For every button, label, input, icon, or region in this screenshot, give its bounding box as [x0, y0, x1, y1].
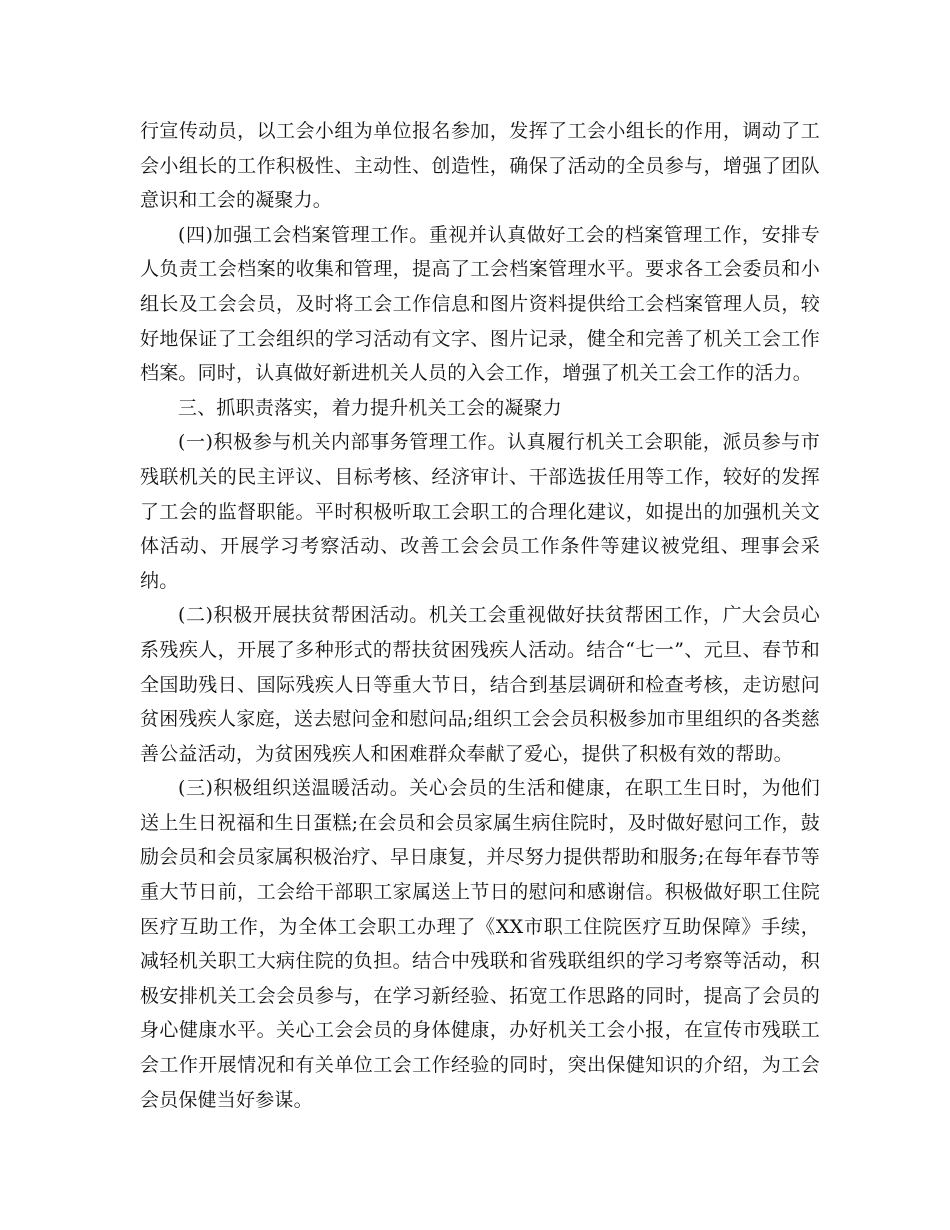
paragraph-continuation: 行宣传动员，以工会小组为单位报名参加，发挥了工会小组长的作用，调动了工会小组长的工作积极性、主动性、创造性，确保了活动的全员参与，增强了团队意识和工会的凝聚力。	[140, 120, 820, 212]
paragraph-warmth-activities: (三)积极组织送温暖活动。关心会员的生活和健康，在职工生日时，为他们送上生日祝福和生日蛋糕;在会员和会员家属生病住院时，及时做好慰问工作，鼓励会员和会员家属积极治疗、早日康复，并尽努力提供帮助和服务;在每年春节等重大节日前，工会给干部职工家属送上节日的慰问和感谢信。积极做好职工住院医疗互助工作，为全体工会职工办理了《XX市职工住院医疗互助保障》手续，减轻机关职工大病住院的负担。结合中残联和省残联组织的学习考察等活动，积极安排机关工会会员参与，在学习新经验、拓宽工作思路的同时，提高了会员的身心健康水平。关心工会会员的身体健康，办好机关工会小报，在宣传市残联工会工作开展情况和有关单位工会工作经验的同时，突出保健知识的介绍，为工会会员保健当好参谋。	[140, 777, 820, 1111]
paragraph-archive-management: (四)加强工会档案管理工作。重视并认真做好工会的档案管理工作，安排专人负责工会档案的收集和管理，提高了工会档案管理水平。要求各工会委员和小组长及工会会员，及时将工会工作信息和图片资料提供给工会档案管理人员，较好地保证了工会组织的学习活动有文字、图片记录，健全和完善了机关工会工作档案。同时，认真做好新进机关人员的入会工作，增强了机关工会工作的活力。	[140, 223, 820, 385]
paragraph-poverty-relief: (二)积极开展扶贫帮困活动。机关工会重视做好扶贫帮困工作，广大会员心系残疾人，开展了多种形式的帮扶贫困残疾人活动。结合“七一”、元旦、春节和全国助残日、国际残疾人日等重大节日，结合到基层调研和检查考核，走访慰问贫困残疾人家庭，送去慰问金和慰问品;组织工会会员积极参加市里组织的各类慈善公益活动，为贫困残疾人和困难群众奉献了爱心，提供了积极有效的帮助。	[140, 604, 820, 765]
section-heading-three: 三、抓职责落实，着力提升机关工会的凝聚力	[178, 396, 563, 419]
paragraph-internal-affairs: (一)积极参与机关内部事务管理工作。认真履行机关工会职能，派员参与市残联机关的民主评议、目标考核、经济审计、干部选拔任用等工作，较好的发挥了工会的监督职能。平时积极听取工会职工的合理化建议，如提出的加强机关文体活动、开展学习考察活动、改善工会会员工作条件等建议被党组、理事会采纳。	[140, 431, 820, 592]
document-body	[140, 114, 820, 1117]
